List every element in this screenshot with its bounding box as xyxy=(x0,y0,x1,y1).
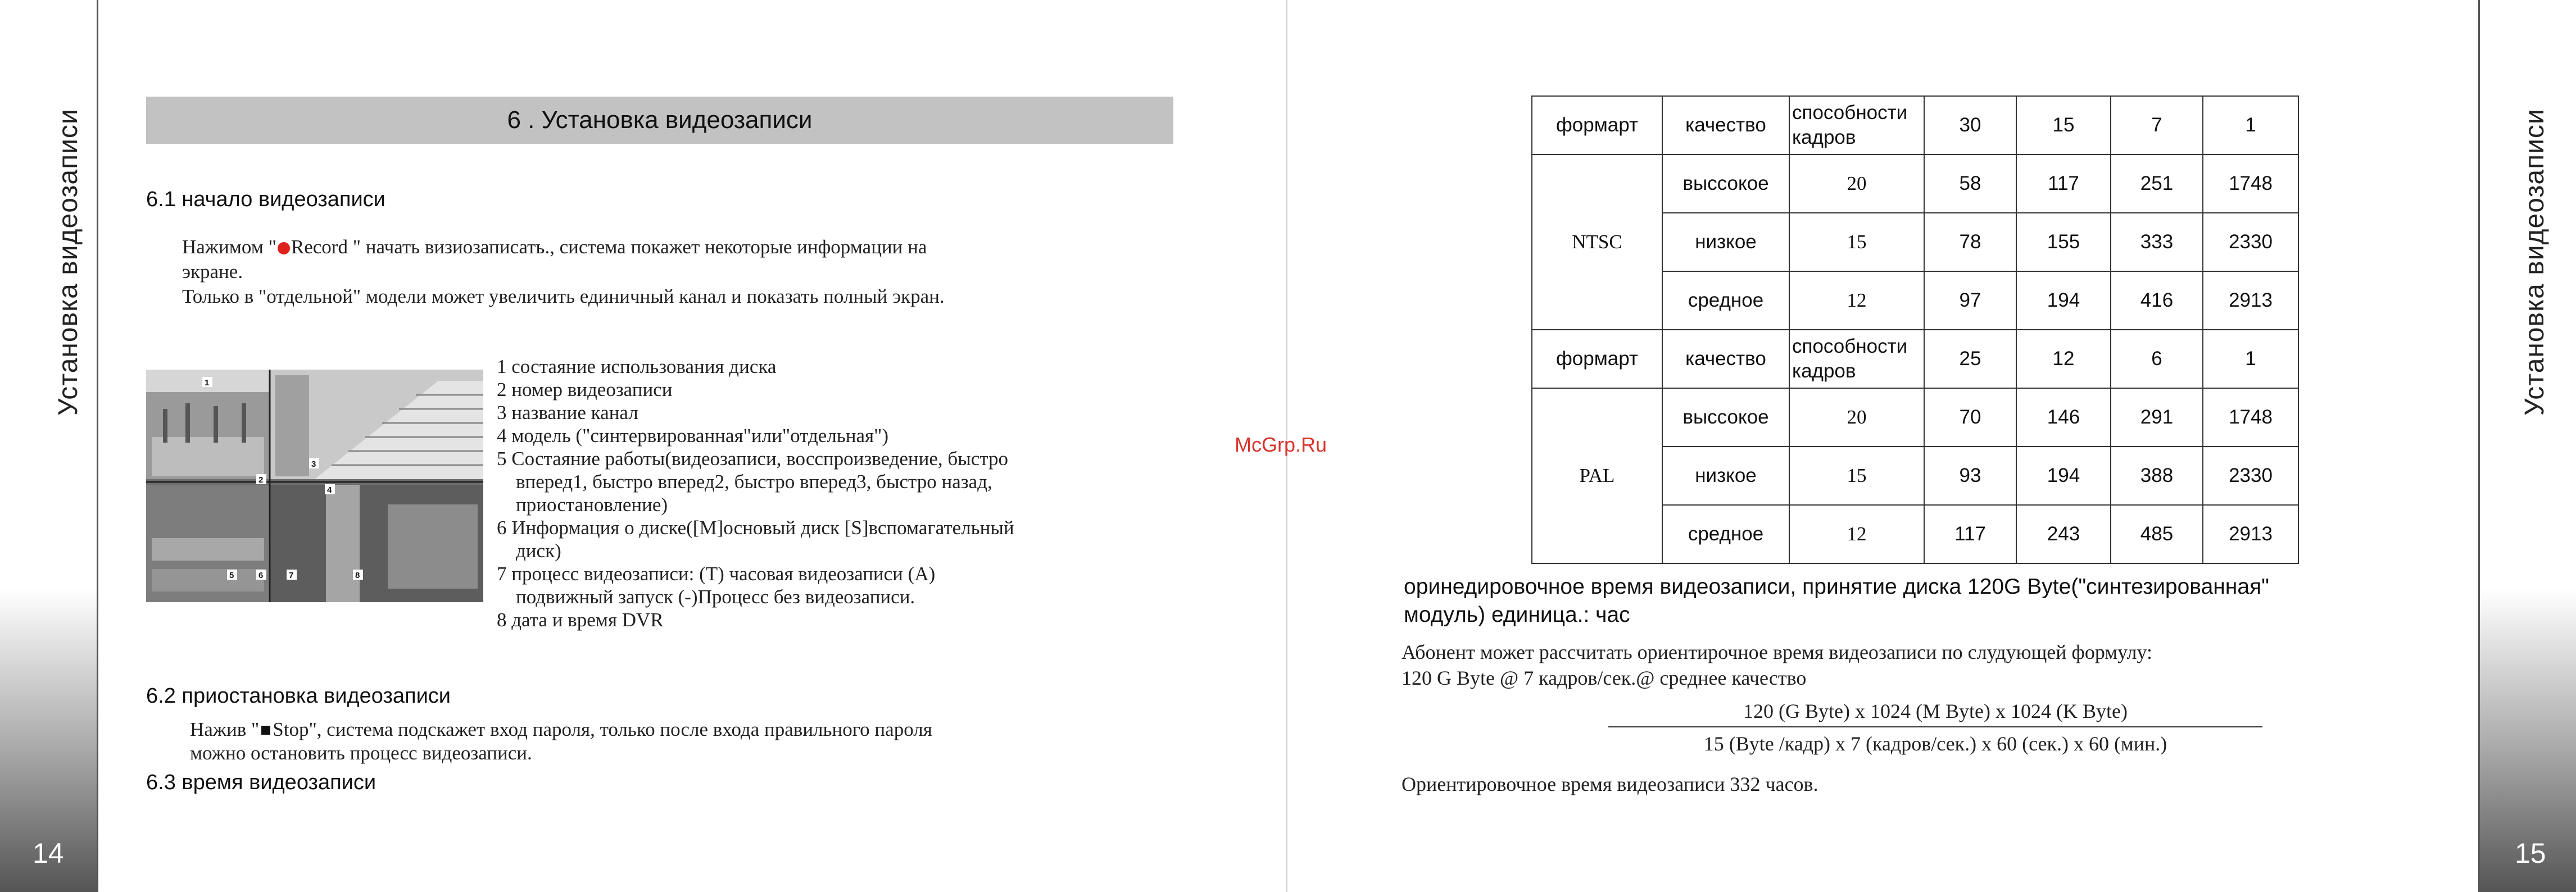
photo-legend xyxy=(497,355,1194,631)
table-cell: способности кадров xyxy=(1789,330,1924,388)
stop-prefix: Нажив " xyxy=(190,718,260,740)
table-cell: 25 xyxy=(1924,330,2016,388)
table-cell: 1 xyxy=(2203,330,2298,388)
table-cell: 155 xyxy=(2016,213,2111,271)
table-cell: 388 xyxy=(2111,447,2203,505)
photo-label-4: 4 xyxy=(327,485,332,495)
table-cell: 20 xyxy=(1789,154,1924,213)
left-page-number: 14 xyxy=(33,838,64,869)
table-caption xyxy=(1404,573,2449,629)
table-cell: 58 xyxy=(1924,154,2016,213)
legend-item: 5 Состаяние работы(видеозаписи, восспроизведение, быстро xyxy=(497,448,1008,470)
table-cell: 1748 xyxy=(2203,388,2298,447)
table-cell: 15 xyxy=(2016,96,2111,154)
legend-item: 2 номер видеозаписи xyxy=(497,379,673,401)
table-cell: качество xyxy=(1662,96,1789,154)
table-cell: 97 xyxy=(1924,271,2016,330)
section-6-2-text xyxy=(190,718,1190,765)
table-cell: низкое xyxy=(1662,213,1789,271)
table-cell: 12 xyxy=(2016,330,2111,388)
legend-item: 7 процесс видеозаписи: (T) часовая видеозаписи (A) xyxy=(497,563,936,585)
table-cell: способности кадров xyxy=(1789,96,1924,154)
table-cell: 485 xyxy=(2111,505,2203,563)
left-side-title: Установка видеозаписи xyxy=(53,108,83,416)
section-6-1-line3: Только в "отдельной" модели может увеличить единичный канал и показать полный экран. xyxy=(182,285,945,307)
fraction-line xyxy=(1608,726,2262,727)
table-cell: формарт xyxy=(1532,330,1662,388)
stop-square-icon xyxy=(261,726,270,735)
formula-intro xyxy=(1402,639,2458,691)
stop-line: Stop", система подскажет вход пароля, только после входа правильного пароля xyxy=(273,718,932,740)
photo-label-2: 2 xyxy=(258,475,264,485)
legend-item: приостановление) xyxy=(516,494,668,516)
table-row xyxy=(1532,96,2298,154)
right-page-number: 15 xyxy=(2515,838,2546,869)
table-cell: PAL xyxy=(1532,388,1662,563)
section-6-3-heading: 6.3 время видеозаписи xyxy=(146,771,377,794)
photo-label-3: 3 xyxy=(311,459,316,469)
table-cell: 30 xyxy=(1924,96,2016,154)
legend-item: подвижный запуск (-)Процесс без видеозаписи. xyxy=(516,586,915,608)
section-6-1-text xyxy=(182,235,1194,309)
table-cell: 20 xyxy=(1789,388,1924,447)
photo-label-8: 8 xyxy=(355,571,360,580)
formula-numerator: 120 (G Byte) x 1024 (M Byte) x 1024 (K Byte) xyxy=(1743,700,2128,722)
table-cell: 1748 xyxy=(2203,154,2298,213)
table-row xyxy=(1532,388,2298,447)
table-cell: средное xyxy=(1662,271,1789,330)
legend-item: 6 Информация о диске([M]основый диск [S]вспомагательный xyxy=(497,517,1014,539)
left-side-tab xyxy=(0,0,98,892)
table-cell: 70 xyxy=(1924,388,2016,447)
photo-label-7: 7 xyxy=(289,571,294,580)
legend-item: 8 дата и время DVR xyxy=(497,609,664,631)
photo-label-6: 6 xyxy=(258,571,264,580)
table-cell: 2330 xyxy=(2203,213,2298,271)
formula-intro-line2: 120 G Byte @ 7 кадров/сек.@ среднее качество xyxy=(1402,667,1807,689)
photo-label-1: 1 xyxy=(205,378,210,388)
table-cell: 15 xyxy=(1789,447,1924,505)
table-caption-line1: оринедировочное время видеозаписи, принятие диска 120G Byte("синтезированная" xyxy=(1404,575,2269,599)
table-cell: 78 xyxy=(1924,213,2016,271)
table-cell: 117 xyxy=(1924,505,2016,563)
table-cell: 2913 xyxy=(2203,505,2298,563)
table-cell: 291 xyxy=(2111,388,2203,447)
table-cell: 194 xyxy=(2016,447,2111,505)
table-cell: формарт xyxy=(1532,96,1662,154)
dvr-screen-photo xyxy=(146,370,483,602)
table-cell: 6 xyxy=(2111,330,2203,388)
legend-item: диск) xyxy=(516,540,561,562)
recording-time-table xyxy=(1531,95,2299,564)
table-caption-line2: модуль) единица.: час xyxy=(1404,603,1630,627)
table-cell: 117 xyxy=(2016,154,2111,213)
table-cell: 333 xyxy=(2111,213,2203,271)
section-6-1-heading: 6.1 начало видеозаписи xyxy=(146,188,386,211)
legend-item: 4 модель ("синтервированная"или"отдельная") xyxy=(497,425,889,447)
formula-intro-line1: Абонент может рассчитать ориентирочное время видеозаписи по слудующей формулу: xyxy=(1402,641,2153,663)
table-cell: 15 xyxy=(1789,213,1924,271)
record-prefix: Нажимом " xyxy=(182,236,276,258)
table-cell: 93 xyxy=(1924,447,2016,505)
table-cell: 12 xyxy=(1789,271,1924,330)
table-cell: 251 xyxy=(2111,154,2203,213)
section-6-2-line2: можно остановить процесс видеозаписи. xyxy=(190,742,532,764)
table-row xyxy=(1532,330,2298,388)
dvr-screen-illustration xyxy=(146,370,483,602)
right-side-tab xyxy=(2478,0,2576,892)
record-dot-icon xyxy=(278,242,290,254)
table-cell: 12 xyxy=(1789,505,1924,563)
chapter-title: 6 . Установка видеозаписи xyxy=(507,106,813,134)
table-cell: 1 xyxy=(2203,96,2298,154)
table-cell: 7 xyxy=(2111,96,2203,154)
record-line: Record " начать визиозаписать., система покажет некоторые информации на xyxy=(291,236,927,258)
legend-item: 3 название канал xyxy=(497,402,638,424)
table-cell: 2913 xyxy=(2203,271,2298,330)
legend-item: вперед1, быстро вперед2, быстро вперед3, быстро назад, xyxy=(516,471,992,493)
table-cell: средное xyxy=(1662,505,1789,563)
legend-item: 1 состаяние использования диска xyxy=(497,356,777,377)
section-6-2-heading: 6.2 приостановка видеозаписи xyxy=(146,684,451,708)
section-6-1-line2: экране. xyxy=(182,261,243,283)
table-cell: NTSC xyxy=(1532,154,1662,330)
table-cell: 243 xyxy=(2016,505,2111,563)
table-cell: выссокое xyxy=(1662,154,1789,213)
formula-denominator: 15 (Byte /кадр) x 7 (кадров/сек.) x 60 (сек.) x 60 (мин.) xyxy=(1703,732,2167,755)
table-cell: 194 xyxy=(2016,271,2111,330)
table-cell: 2330 xyxy=(2203,447,2298,505)
right-side-title: Установка видеозаписи xyxy=(2520,108,2550,416)
table-row xyxy=(1532,154,2298,213)
table-cell: 146 xyxy=(2016,388,2111,447)
photo-label-5: 5 xyxy=(229,571,234,580)
table-cell: 416 xyxy=(2111,271,2203,330)
chapter-title-bar xyxy=(146,97,1173,144)
table-cell: выссокое xyxy=(1662,388,1789,447)
table-cell: качество xyxy=(1662,330,1789,388)
table-cell: низкое xyxy=(1662,447,1789,505)
formula-result: Ориентировочное время видеозаписи 332 часов. xyxy=(1402,773,1818,795)
watermark: McGrp.Ru xyxy=(1235,433,1327,456)
